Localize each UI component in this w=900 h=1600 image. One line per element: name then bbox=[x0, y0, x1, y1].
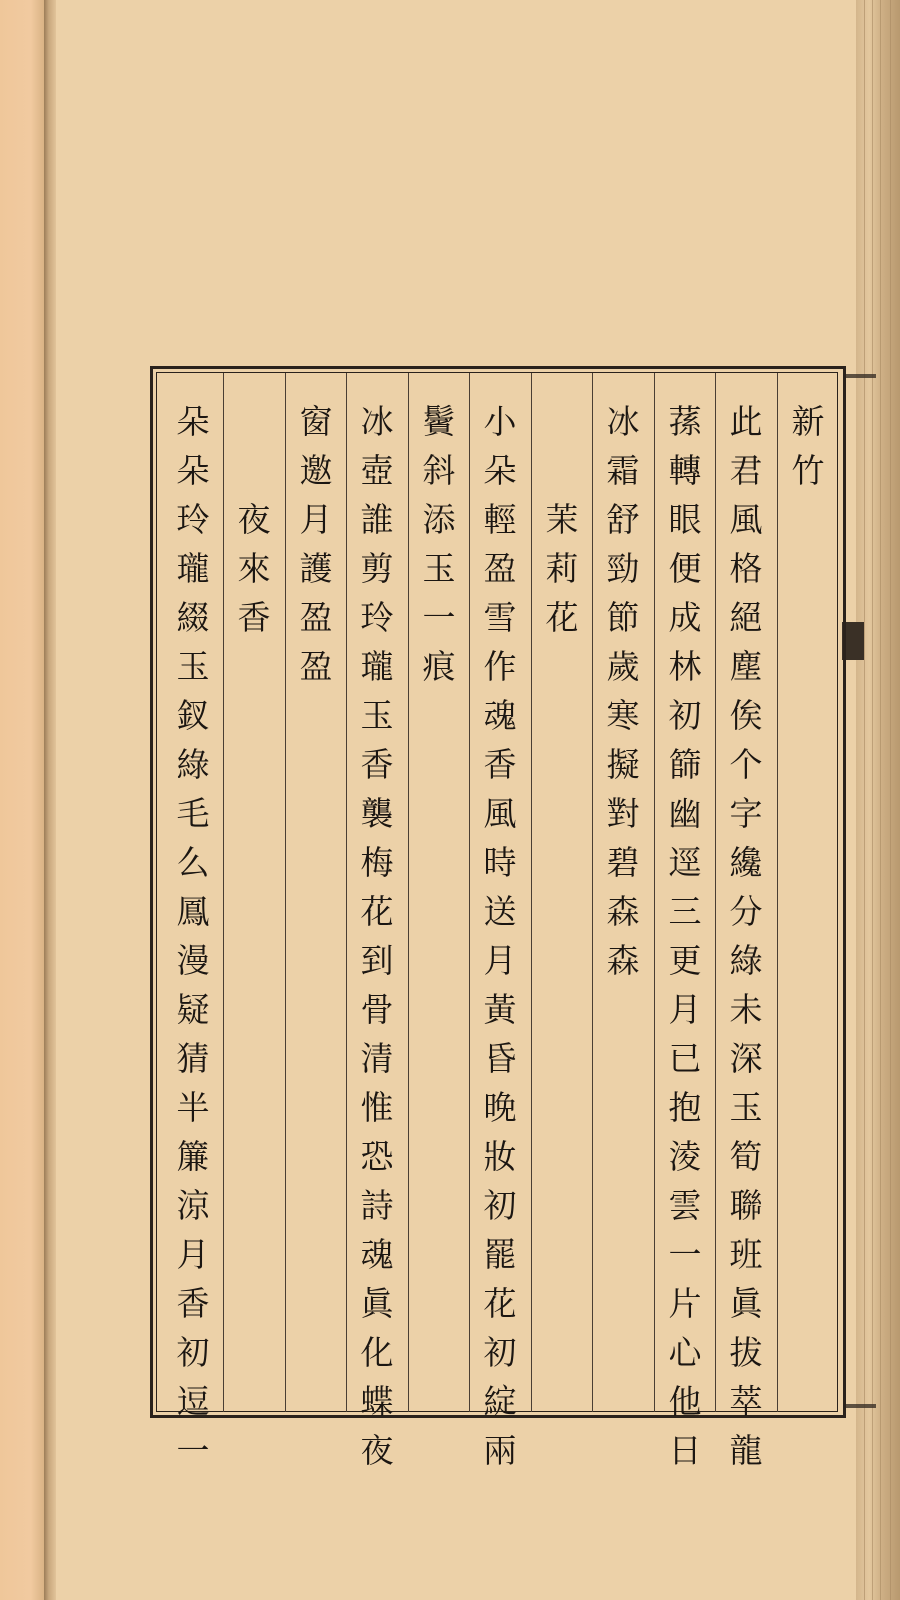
character: 便 bbox=[668, 549, 702, 588]
character: 聯 bbox=[729, 1186, 763, 1225]
character: 此 bbox=[729, 402, 763, 441]
character: 綴 bbox=[176, 598, 210, 637]
character: 月 bbox=[176, 1235, 210, 1274]
character: 一 bbox=[668, 1235, 702, 1274]
character: 痕 bbox=[422, 647, 456, 686]
character: 玉 bbox=[422, 549, 456, 588]
text-column bbox=[778, 380, 838, 495]
character: 俟 bbox=[729, 696, 763, 735]
character: 猜 bbox=[176, 1039, 210, 1078]
character: 香 bbox=[360, 745, 394, 784]
character: 龍 bbox=[729, 1431, 763, 1470]
character: 剪 bbox=[360, 549, 394, 588]
character: 毛 bbox=[176, 794, 210, 833]
character: 罷 bbox=[483, 1235, 517, 1274]
character: 初 bbox=[176, 1333, 210, 1372]
edge-notch-mark bbox=[846, 374, 876, 378]
text-column bbox=[470, 380, 530, 1475]
text-column bbox=[347, 380, 407, 1475]
character: 鳳 bbox=[176, 892, 210, 931]
text-column bbox=[655, 380, 715, 1475]
character: 班 bbox=[729, 1235, 763, 1274]
character: 舒 bbox=[606, 500, 640, 539]
text-column bbox=[286, 380, 346, 691]
character: 花 bbox=[483, 1284, 517, 1323]
character: 送 bbox=[483, 892, 517, 931]
character: 冰 bbox=[606, 402, 640, 441]
character: 晚 bbox=[483, 1088, 517, 1127]
character: 轉 bbox=[668, 451, 702, 490]
character: 盈 bbox=[483, 549, 517, 588]
character: 玲 bbox=[176, 500, 210, 539]
character: 疑 bbox=[176, 990, 210, 1029]
character: 眞 bbox=[360, 1284, 394, 1323]
character: 纔 bbox=[729, 843, 763, 882]
character: 碧 bbox=[606, 843, 640, 882]
text-column bbox=[532, 380, 592, 642]
character: 三 bbox=[668, 892, 702, 931]
character: 絕 bbox=[729, 598, 763, 637]
character: 小 bbox=[483, 402, 517, 441]
character: 蓀 bbox=[668, 402, 702, 441]
character: 新 bbox=[791, 402, 825, 441]
character: 歲 bbox=[606, 647, 640, 686]
character: 妝 bbox=[483, 1137, 517, 1176]
character: 初 bbox=[668, 696, 702, 735]
character: 一 bbox=[176, 1431, 210, 1470]
facing-page-edge bbox=[0, 0, 44, 1600]
character: 霜 bbox=[606, 451, 640, 490]
character: 來 bbox=[237, 549, 271, 588]
character: 雲 bbox=[668, 1186, 702, 1225]
character: 玉 bbox=[729, 1088, 763, 1127]
character: 月 bbox=[299, 500, 333, 539]
character: 綠 bbox=[176, 745, 210, 784]
character: 朵 bbox=[176, 451, 210, 490]
character: 朵 bbox=[176, 402, 210, 441]
character: 風 bbox=[483, 794, 517, 833]
character: 个 bbox=[729, 745, 763, 784]
character: 格 bbox=[729, 549, 763, 588]
character: 已 bbox=[668, 1039, 702, 1078]
character: 朵 bbox=[483, 451, 517, 490]
character: 深 bbox=[729, 1039, 763, 1078]
character: 黃 bbox=[483, 990, 517, 1029]
character: 片 bbox=[668, 1284, 702, 1323]
character: 拔 bbox=[729, 1333, 763, 1372]
character: 月 bbox=[483, 941, 517, 980]
character: 勁 bbox=[606, 549, 640, 588]
character: 抱 bbox=[668, 1088, 702, 1127]
character: 詩 bbox=[360, 1186, 394, 1225]
character: 月 bbox=[668, 990, 702, 1029]
character: 萃 bbox=[729, 1382, 763, 1421]
book-gutter bbox=[44, 0, 56, 1600]
column-rule bbox=[777, 373, 778, 1412]
character: 襲 bbox=[360, 794, 394, 833]
text-column bbox=[716, 380, 776, 1475]
character: 添 bbox=[422, 500, 456, 539]
character: 漫 bbox=[176, 941, 210, 980]
character: 逕 bbox=[668, 843, 702, 882]
character: 未 bbox=[729, 990, 763, 1029]
character: 作 bbox=[483, 647, 517, 686]
character: 君 bbox=[729, 451, 763, 490]
character: 盈 bbox=[299, 598, 333, 637]
character: 綠 bbox=[729, 941, 763, 980]
character: 瓏 bbox=[176, 549, 210, 588]
character: 擬 bbox=[606, 745, 640, 784]
character: 眼 bbox=[668, 500, 702, 539]
character: 幽 bbox=[668, 794, 702, 833]
character: 玲 bbox=[360, 598, 394, 637]
character: 瓏 bbox=[360, 647, 394, 686]
character: 字 bbox=[729, 794, 763, 833]
character: 涼 bbox=[176, 1186, 210, 1225]
character: 邀 bbox=[299, 451, 333, 490]
text-column bbox=[224, 380, 284, 642]
character: 簾 bbox=[176, 1137, 210, 1176]
character: 壺 bbox=[360, 451, 394, 490]
character: 香 bbox=[176, 1284, 210, 1323]
character: 莉 bbox=[545, 549, 579, 588]
character: 梅 bbox=[360, 843, 394, 882]
character: 茉 bbox=[545, 500, 579, 539]
character: 一 bbox=[422, 598, 456, 637]
character: 花 bbox=[545, 598, 579, 637]
character: 時 bbox=[483, 843, 517, 882]
character: 寒 bbox=[606, 696, 640, 735]
character: 心 bbox=[668, 1333, 702, 1372]
text-column bbox=[593, 380, 653, 985]
character: 竹 bbox=[791, 451, 825, 490]
character: 兩 bbox=[483, 1431, 517, 1470]
character: 盈 bbox=[299, 647, 333, 686]
character: 蝶 bbox=[360, 1382, 394, 1421]
character: 誰 bbox=[360, 500, 394, 539]
character: 筍 bbox=[729, 1137, 763, 1176]
character: 惟 bbox=[360, 1088, 394, 1127]
character: 初 bbox=[483, 1186, 517, 1225]
character: 森 bbox=[606, 892, 640, 931]
character: 節 bbox=[606, 598, 640, 637]
character: 么 bbox=[176, 843, 210, 882]
character: 昏 bbox=[483, 1039, 517, 1078]
character: 淩 bbox=[668, 1137, 702, 1176]
character: 篩 bbox=[668, 745, 702, 784]
character: 綻 bbox=[483, 1382, 517, 1421]
text-column bbox=[163, 380, 223, 1475]
character: 半 bbox=[176, 1088, 210, 1127]
character: 森 bbox=[606, 941, 640, 980]
character: 斜 bbox=[422, 451, 456, 490]
character: 林 bbox=[668, 647, 702, 686]
character: 夜 bbox=[237, 500, 271, 539]
character: 更 bbox=[668, 941, 702, 980]
character: 冰 bbox=[360, 402, 394, 441]
character: 塵 bbox=[729, 647, 763, 686]
character: 玉 bbox=[360, 696, 394, 735]
character: 窗 bbox=[299, 402, 333, 441]
character: 初 bbox=[483, 1333, 517, 1372]
character: 分 bbox=[729, 892, 763, 931]
character: 對 bbox=[606, 794, 640, 833]
character: 化 bbox=[360, 1333, 394, 1372]
character: 恐 bbox=[360, 1137, 394, 1176]
character: 逗 bbox=[176, 1382, 210, 1421]
character: 輕 bbox=[483, 500, 517, 539]
character: 成 bbox=[668, 598, 702, 637]
character: 他 bbox=[668, 1382, 702, 1421]
character: 夜 bbox=[360, 1431, 394, 1470]
character: 眞 bbox=[729, 1284, 763, 1323]
page-stack-edge bbox=[856, 0, 900, 1600]
character: 護 bbox=[299, 549, 333, 588]
character: 鬢 bbox=[422, 402, 456, 441]
text-column bbox=[409, 380, 469, 691]
character: 魂 bbox=[483, 696, 517, 735]
character: 香 bbox=[237, 598, 271, 637]
character: 風 bbox=[729, 500, 763, 539]
character: 香 bbox=[483, 745, 517, 784]
character: 雪 bbox=[483, 598, 517, 637]
character: 骨 bbox=[360, 990, 394, 1029]
edge-notch-mark bbox=[846, 1404, 876, 1408]
character: 清 bbox=[360, 1039, 394, 1078]
character: 到 bbox=[360, 941, 394, 980]
character: 花 bbox=[360, 892, 394, 931]
character: 日 bbox=[668, 1431, 702, 1470]
character: 魂 bbox=[360, 1235, 394, 1274]
character: 釵 bbox=[176, 696, 210, 735]
character: 玉 bbox=[176, 647, 210, 686]
